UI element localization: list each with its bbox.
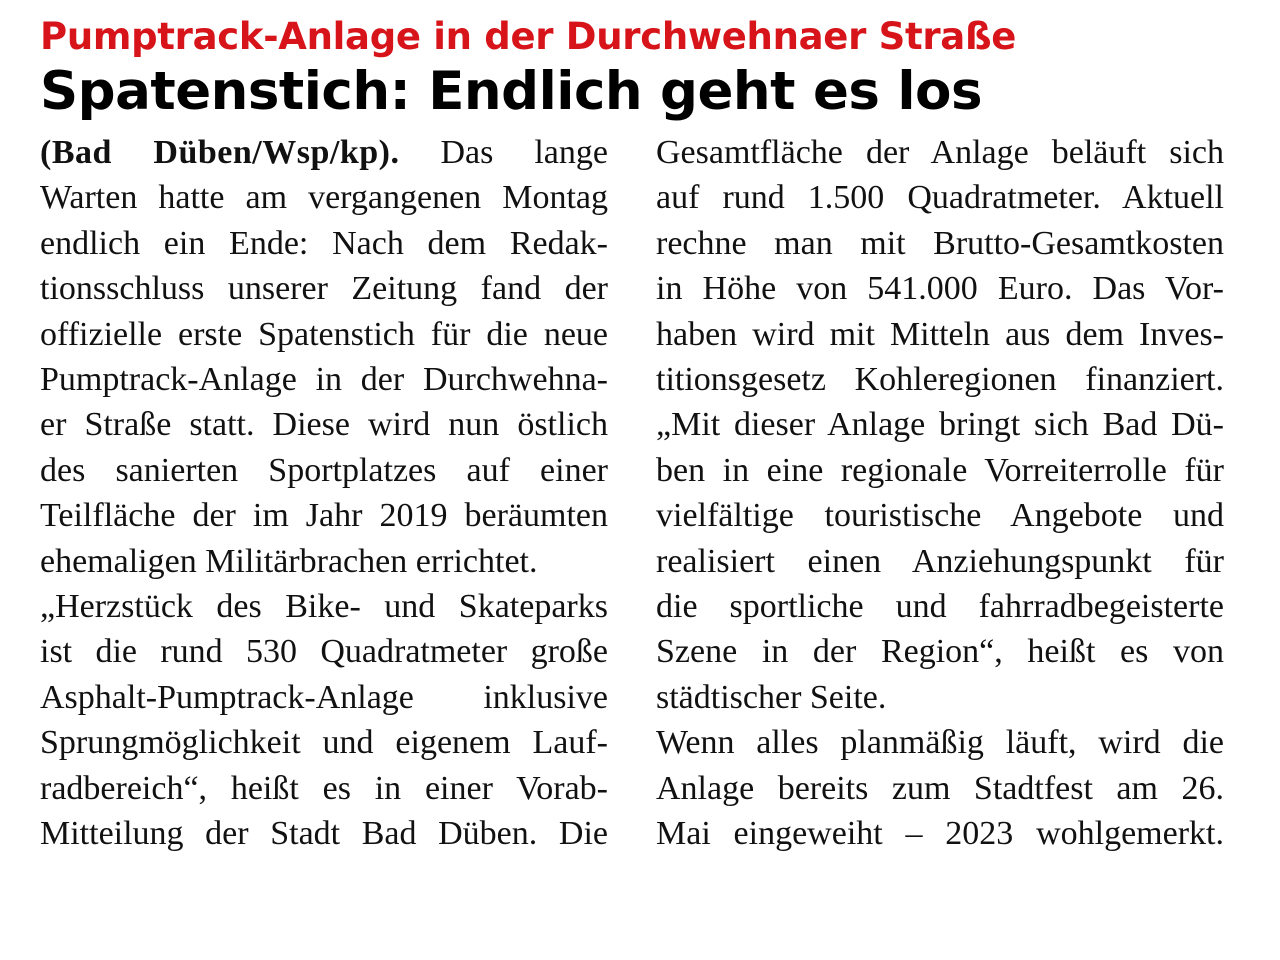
text-line: Sprungmöglichkeit und eigenem Lauf- [40, 724, 608, 762]
text-line: Mai eingeweiht – 2023 wohlgemerkt. [656, 815, 1224, 853]
text-line: titionsgesetz Kohleregionen finanziert. [656, 361, 1224, 399]
text-line: Warten hatte am vergangenen Montag [40, 179, 608, 217]
text-line: Gesamtfläche der Anlage beläuft sich [656, 134, 1224, 171]
text-line: „Herzstück des Bike- und Skateparks [40, 588, 608, 626]
text-line: realisiert einen Anziehungspunkt für [656, 542, 1224, 580]
text-line: Wenn alles planmäßig läuft, wird die [656, 724, 1224, 762]
text-line [40, 130, 608, 175]
text-line: Asphalt-Pumptrack-Anlage inklusive [40, 678, 608, 716]
text-column-left [40, 130, 608, 857]
text-line: Teilfläche der im Jahr 2019 beräumten [40, 497, 608, 535]
text-line: Mitteilung der Stadt Bad Düben. Die [40, 815, 608, 853]
text-line: tionsschluss unserer Zeitung fand der [40, 270, 608, 308]
article-body [40, 130, 1224, 857]
text-line: Pumptrack-Anlage in der Durchwehna- [40, 361, 608, 399]
article-kicker: Pumptrack-Anlage in der Durchwehnaer Straße [40, 15, 1017, 58]
text-line: vielfältige touristische Angebote und [656, 497, 1224, 535]
text-line: haben wird mit Mitteln aus dem Inves- [656, 315, 1224, 353]
text-line: städtischer Seite. [656, 678, 887, 716]
text-line: ben in eine regionale Vorreiterrolle für [656, 451, 1224, 489]
article [40, 14, 1224, 857]
text-line: er Straße statt. Diese wird nun östlich [40, 406, 608, 444]
text-line: radbereich“, heißt es in einer Vorab- [40, 769, 608, 807]
text-line-fragment: Das lange [399, 134, 608, 171]
article-headline: Spatenstich: Endlich geht es los [40, 61, 983, 122]
text-line: ist die rund 530 Quadratmeter große [40, 633, 608, 671]
text-line: Szene in der Region“, heißt es von [656, 633, 1224, 671]
text-line: rechne man mit Brutto-Gesamtkosten [656, 224, 1224, 262]
text-line: die sportliche und fahrradbegeisterte [656, 588, 1224, 626]
text-column-right [656, 130, 1224, 857]
text-line: offizielle erste Spatenstich für die neue [40, 315, 608, 353]
text-line: ehemaligen Militärbrachen errichtet. [40, 542, 538, 580]
text-line: „Mit dieser Anlage bringt sich Bad Dü- [656, 406, 1224, 444]
text-line: des sanierten Sportplatzes auf einer [40, 451, 608, 489]
text-line: auf rund 1.500 Quadratmeter. Aktuell [656, 179, 1224, 217]
text-line: endlich ein Ende: Nach dem Redak- [40, 224, 608, 262]
text-line: in Höhe von 541.000 Euro. Das Vor- [656, 270, 1224, 308]
text-line: Anlage bereits zum Stadtfest am 26. [656, 769, 1224, 807]
dateline: (Bad Düben/Wsp/kp). [40, 134, 400, 171]
